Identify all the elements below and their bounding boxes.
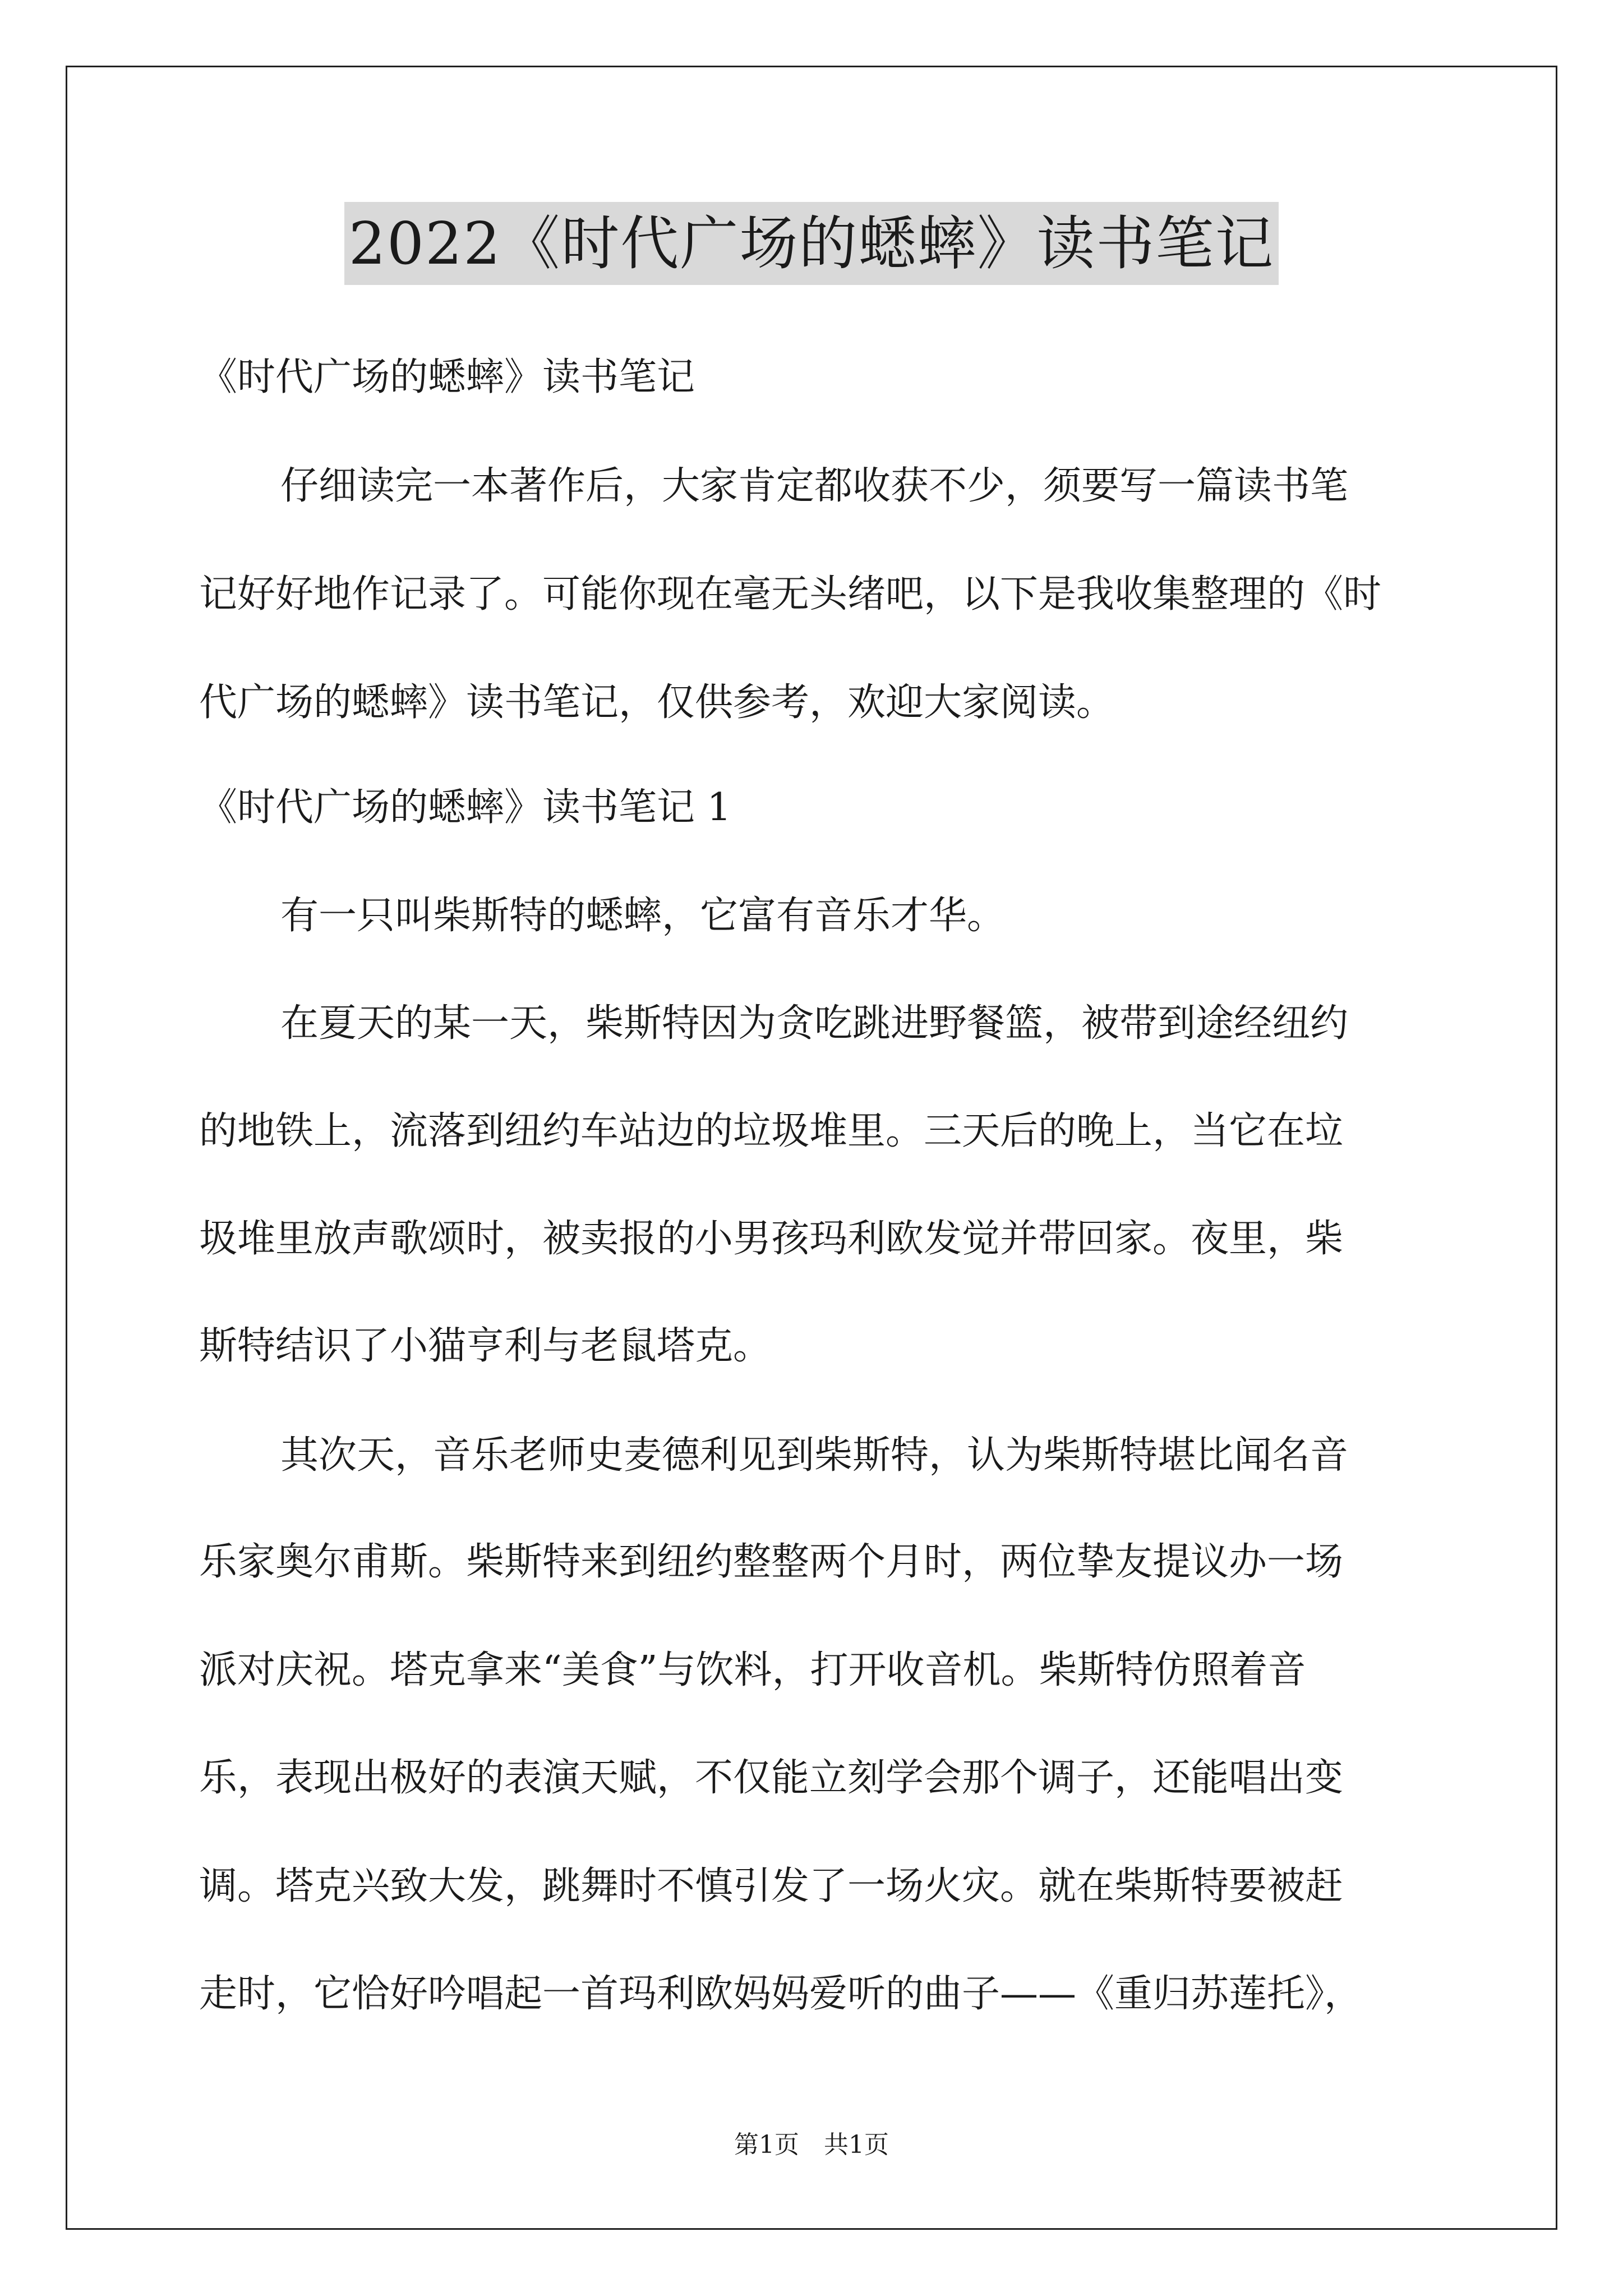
- paragraph-line: 记好好地作记录了。可能你现在毫无头绪吧，以下是我收集整理的《时: [199, 572, 1382, 616]
- paragraph-line: 的地铁上，流落到纽约车站边的垃圾堆里。三天后的晚上，当它在垃: [199, 1109, 1344, 1153]
- page-footer: 第1页 共1页: [734, 2131, 889, 2159]
- paragraph-line: 代广场的蟋蟀》读书笔记，仅供参考，欢迎大家阅读。: [199, 680, 1115, 725]
- paragraph-line: 有一只叫柴斯特的蟋蟀，它富有音乐才华。: [280, 894, 1006, 938]
- paragraph-line: 其次天，音乐老师史麦德利见到柴斯特，认为柴斯特堪比闻名音: [280, 1433, 1349, 1478]
- paragraph-line: 调。塔克兴致大发，跳舞时不慎引发了一场火灾。就在柴斯特要被赶: [199, 1864, 1344, 1908]
- paragraph-line: 走时，它恰好吟唱起一首玛利欧妈妈爱听的曲子——《重归苏莲托》，: [199, 1972, 1363, 2016]
- paragraph-line: 斯特结识了小猫亨利与老鼠塔克。: [199, 1324, 772, 1368]
- section-heading: 《时代广场的蟋蟀》读书笔记 1: [199, 785, 731, 830]
- paragraph-line: 仔细读完一本著作后，大家肯定都收获不少，须要写一篇读书笔: [280, 464, 1349, 508]
- section-heading: 《时代广场的蟋蟀》读书笔记: [199, 355, 695, 399]
- title-container: [0, 202, 1623, 285]
- paragraph-line: 乐，表现出极好的表演天赋，不仅能立刻学会那个调子，还能唱出变: [199, 1756, 1344, 1800]
- paragraph-line: 派对庆祝。塔克拿来“美食”与饮料，打开收音机。柴斯特仿照着音: [199, 1648, 1306, 1692]
- paragraph-line: 乐家奥尔甫斯。柴斯特来到纽约整整两个月时，两位挚友提议办一场: [199, 1540, 1344, 1584]
- document-title: 2022《时代广场的蟋蟀》读书笔记: [344, 202, 1279, 285]
- paragraph-line: 在夏天的某一天，柴斯特因为贪吃跳进野餐篮，被带到途经纽约: [280, 1001, 1349, 1046]
- paragraph-line: 圾堆里放声歌颂时，被卖报的小男孩玛利欧发觉并带回家。夜里，柴: [199, 1217, 1344, 1261]
